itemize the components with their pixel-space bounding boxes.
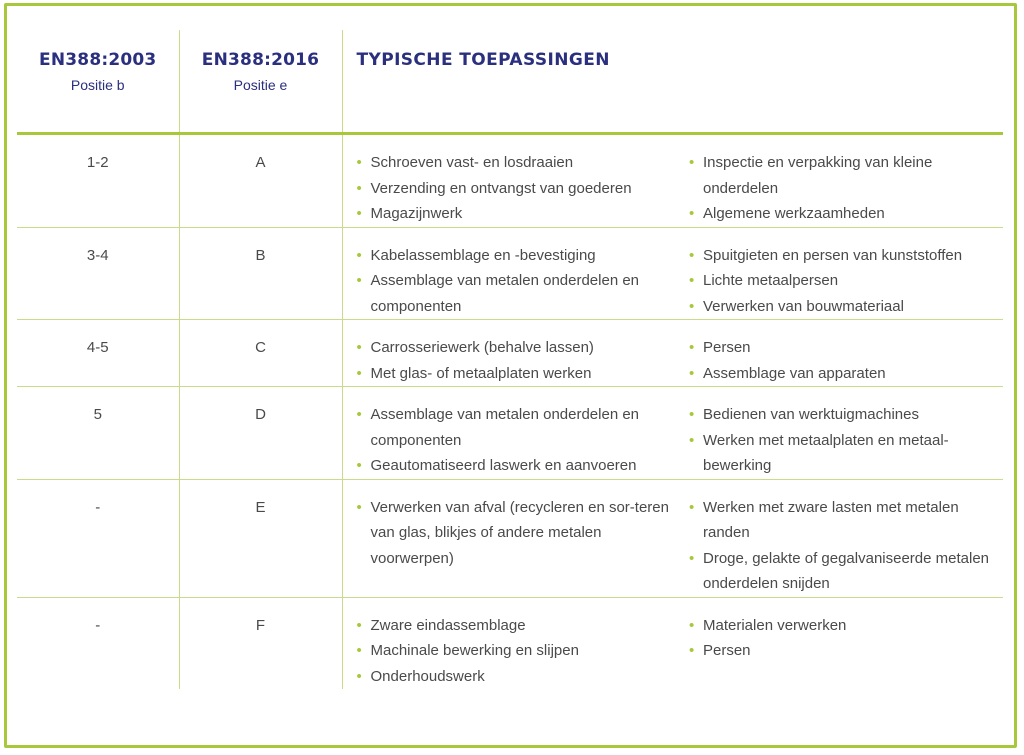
application-list	[357, 495, 678, 572]
application-list	[357, 243, 678, 320]
cell-applications-left	[342, 320, 677, 387]
list-item: • Werken met zware lasten met metalen randen	[689, 495, 1003, 546]
table-row	[17, 227, 1003, 320]
cell-en2003	[17, 387, 179, 480]
en2016-level: D	[255, 406, 266, 423]
application-list	[357, 150, 678, 227]
cell-applications-right	[677, 387, 1003, 480]
cut-resistance-table	[17, 30, 1003, 689]
list-item: • Materialen verwerken	[689, 613, 1003, 639]
list-item: • Inspectie en verpakking van kleine onderdelen	[689, 150, 1003, 201]
application-list	[689, 335, 1003, 386]
list-item: • Werken met metaalplaten en metaal-bewerking	[689, 428, 1003, 479]
list-item: • Persen	[689, 638, 1003, 664]
cell-en2003	[17, 134, 179, 228]
list-item: • Met glas- of metaalplaten werken	[357, 361, 678, 387]
list-item: • Persen	[689, 335, 1003, 361]
cell-en2003	[17, 479, 179, 597]
cell-en2016	[179, 320, 342, 387]
application-list	[689, 495, 1003, 597]
list-item: • Carrosseriewerk (behalve lassen)	[357, 335, 678, 361]
cell-applications-right	[677, 134, 1003, 228]
cell-en2003	[17, 227, 179, 320]
application-list	[689, 402, 1003, 479]
cell-en2003	[17, 320, 179, 387]
cell-en2016	[179, 227, 342, 320]
list-item: • Bedienen van werktuigmachines	[689, 402, 1003, 428]
en2016-level: B	[255, 246, 266, 264]
application-list	[357, 335, 678, 386]
table-row	[17, 320, 1003, 387]
list-item: • Magazijnwerk	[357, 201, 678, 227]
header-applications	[342, 30, 1003, 134]
table-frame	[4, 3, 1017, 748]
list-item: • Machinale bewerking en slijpen	[357, 638, 678, 664]
header-en2003	[17, 30, 179, 134]
list-item: • Schroeven vast- en losdraaien	[357, 150, 678, 176]
en2003-level: -	[95, 616, 101, 634]
cell-applications-right	[677, 479, 1003, 597]
cell-en2003	[17, 597, 179, 689]
list-item: • Assemblage van metalen onderdelen en componenten	[357, 402, 678, 453]
cell-applications-left	[342, 479, 677, 597]
header-en2016	[179, 30, 342, 134]
en2016-level: F	[255, 616, 266, 634]
application-list	[689, 150, 1003, 227]
table-row	[17, 479, 1003, 597]
en2003-level: 5	[93, 406, 102, 423]
cell-applications-left	[342, 227, 677, 320]
list-item: • Assemblage van metalen onderdelen en componenten	[357, 268, 678, 319]
application-list	[357, 613, 678, 690]
cell-en2016	[179, 479, 342, 597]
cell-en2016	[179, 387, 342, 480]
cell-applications-left	[342, 597, 677, 689]
table-header-row	[17, 30, 1003, 134]
header-en2016-position: Positie e	[233, 77, 288, 93]
list-item: • Onderhoudswerk	[357, 664, 678, 690]
cell-en2016	[179, 134, 342, 228]
cell-applications-right	[677, 320, 1003, 387]
en2003-level: 4-5	[86, 339, 109, 356]
header-en2003-position: Positie b	[70, 77, 125, 93]
list-item: • Spuitgieten en persen van kunststoffen	[689, 243, 1003, 269]
list-item: • Droge, gelakte of gegalvaniseerde metalen onderdelen snijden	[689, 546, 1003, 597]
list-item: • Verwerken van afval (recycleren en sor-teren van glas, blikjes of andere metalen voorwerpen)	[357, 495, 678, 572]
cell-applications-right	[677, 227, 1003, 320]
list-item: • Verzending en ontvangst van goederen	[357, 176, 678, 202]
table-row	[17, 597, 1003, 689]
list-item: • Verwerken van bouwmateriaal	[689, 294, 1003, 320]
application-list	[689, 613, 1003, 664]
application-list	[357, 402, 678, 479]
header-applications-title: TYPISCHE TOEPASSINGEN	[356, 50, 610, 70]
list-item: • Kabelassemblage en -bevestiging	[357, 243, 678, 269]
en2016-level: E	[255, 498, 266, 516]
table-row	[17, 134, 1003, 228]
header-en2016-standard: EN388:2016	[201, 50, 320, 70]
cell-en2016	[179, 597, 342, 689]
en2016-level: C	[255, 339, 266, 356]
list-item: • Zware eindassemblage	[357, 613, 678, 639]
cell-applications-left	[342, 387, 677, 480]
en2003-level: 3-4	[86, 246, 109, 264]
list-item: • Lichte metaalpersen	[689, 268, 1003, 294]
header-en2003-standard: EN388:2003	[39, 50, 157, 70]
list-item: • Geautomatiseerd laswerk en aanvoeren	[357, 453, 678, 479]
en2003-level: 1-2	[86, 154, 109, 171]
application-list	[689, 243, 1003, 320]
en2003-level: -	[95, 498, 101, 516]
table-body	[17, 134, 1003, 690]
cell-applications-right	[677, 597, 1003, 689]
list-item: • Algemene werkzaamheden	[689, 201, 1003, 227]
en2016-level: A	[255, 154, 266, 171]
cell-applications-left	[342, 134, 677, 228]
list-item: • Assemblage van apparaten	[689, 361, 1003, 387]
table-row	[17, 387, 1003, 480]
